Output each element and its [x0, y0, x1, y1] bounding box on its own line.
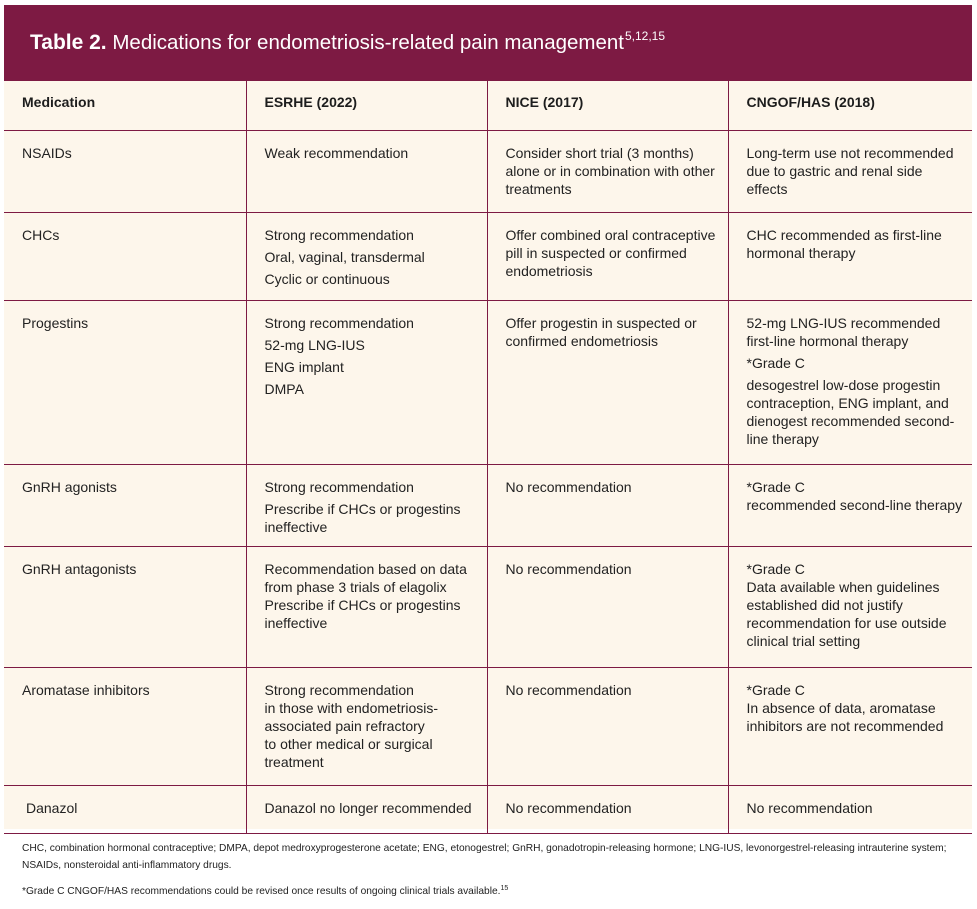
grade-footnote	[22, 880, 962, 900]
nice-line: No recommendation	[505, 560, 632, 577]
nice-line: No recommendation	[505, 478, 632, 495]
cngof-line: *Grade C	[746, 354, 805, 371]
header-row	[4, 81, 972, 130]
cngof-cell	[728, 300, 972, 464]
cngof-line: No recommendation	[746, 799, 873, 816]
cngof-cell	[728, 464, 972, 546]
table-number: Table 2.	[30, 31, 107, 55]
cngof-line: *Grade C Data available when guidelines established did not justify recommendation for use outside clinical trial setting	[746, 560, 947, 649]
abbreviations-footnote: CHC, combination hormonal contraceptive; DMPA, depot medroxyprogesterone acetate; ENG, etonogestrel; GnRH, gonadotropin-releasing hormone; LNG-IUS, levonorgestrel-releasing intrauterine system; NSAIDs, nonsteroidal anti-inflammatory drugs.	[22, 843, 947, 871]
cngof-cell	[728, 785, 972, 833]
header-medication: Medication	[4, 81, 246, 130]
nice-cell	[487, 130, 728, 212]
esrhe-line: Cyclic or continuous	[264, 270, 390, 287]
esrhe-line: DMPA	[264, 380, 304, 397]
cngof-cell	[728, 546, 972, 667]
esrhe-line: Recommendation based on data from phase 3 trials of elagolix Prescribe if CHCs or progestins ineffective	[264, 560, 467, 631]
esrhe-cell	[246, 546, 487, 667]
table-body	[4, 130, 972, 833]
medication-cell: Danazol	[4, 785, 246, 833]
title-references: 5,12,15	[624, 29, 666, 44]
table-row	[4, 130, 972, 212]
esrhe-cell	[246, 667, 487, 785]
esrhe-line: ENG implant	[264, 358, 344, 375]
esrhe-cell	[246, 130, 487, 212]
table-row	[4, 785, 972, 833]
nice-cell	[487, 464, 728, 546]
cngof-cell	[728, 667, 972, 785]
esrhe-cell	[246, 212, 487, 300]
esrhe-cell	[246, 300, 487, 464]
esrhe-line: Oral, vaginal, transdermal	[264, 248, 425, 265]
cngof-line: *Grade C In absence of data, aromatase inhibitors are not recommended	[746, 681, 944, 734]
esrhe-line: Danazol no longer recommended	[264, 799, 472, 816]
nice-line: Offer progestin in suspected or confirmed endometriosis	[505, 314, 697, 349]
cngof-line: *Grade C recommended second-line therapy	[746, 478, 963, 513]
cngof-line: desogestrel low-dose progestin contraception, ENG implant, and dienogest recommended second-line therapy	[746, 376, 955, 447]
esrhe-cell	[246, 785, 487, 833]
grade-footnote-reference: 15	[500, 885, 509, 892]
nice-cell	[487, 212, 728, 300]
cngof-cell	[728, 130, 972, 212]
nice-cell	[487, 546, 728, 667]
medication-cell: Progestins	[4, 300, 246, 464]
nice-line: No recommendation	[505, 799, 632, 816]
table-caption	[30, 30, 665, 54]
table-card	[4, 5, 972, 829]
esrhe-line: 52-mg LNG-IUS	[264, 336, 365, 353]
cngof-cell	[728, 212, 972, 300]
nice-line: Consider short trial (3 months) alone or in combination with other treatments	[505, 144, 715, 197]
table-row	[4, 212, 972, 300]
table-row	[4, 300, 972, 464]
medication-cell: NSAIDs	[4, 130, 246, 212]
medication-cell: CHCs	[4, 212, 246, 300]
esrhe-line: Strong recommendation	[264, 478, 414, 495]
esrhe-line: Strong recommendation in those with endometriosis-associated pain refractory to other medical or surgical treatment	[264, 681, 439, 770]
nice-line: No recommendation	[505, 681, 632, 698]
header-cngof: CNGOF/HAS (2018)	[728, 81, 972, 130]
cngof-line: Long-term use not recommended due to gastric and renal side effects	[746, 144, 954, 197]
table-row	[4, 464, 972, 546]
esrhe-line: Strong recommendation	[264, 314, 414, 331]
nice-cell	[487, 300, 728, 464]
table-row	[4, 667, 972, 785]
nice-cell	[487, 785, 728, 833]
medications-table	[4, 81, 972, 834]
esrhe-line: Prescribe if CHCs or progestins ineffective	[264, 500, 461, 535]
cngof-line: CHC recommended as first-line hormonal therapy	[746, 226, 942, 261]
nice-cell	[487, 667, 728, 785]
grade-footnote-text: *Grade C CNGOF/HAS recommendations could be revised once results of ongoing clinical trials available.	[22, 886, 501, 897]
medication-cell: GnRH agonists	[4, 464, 246, 546]
cngof-line: 52-mg LNG-IUS recommended first-line hormonal therapy	[746, 314, 941, 349]
esrhe-cell	[246, 464, 487, 546]
header-nice: NICE (2017)	[487, 81, 728, 130]
table-row	[4, 546, 972, 667]
medication-cell: GnRH antagonists	[4, 546, 246, 667]
table-title: Medications for endometriosis-related pain management	[112, 31, 624, 55]
footnotes	[22, 840, 962, 906]
esrhe-line: Weak recommendation	[264, 144, 409, 161]
esrhe-line: Strong recommendation	[264, 226, 414, 243]
nice-line: Offer combined oral contraceptive pill in suspected or confirmed endometriosis	[505, 226, 716, 279]
table-title-banner	[4, 5, 972, 81]
medication-cell: Aromatase inhibitors	[4, 667, 246, 785]
header-esrhe: ESRHE (2022)	[246, 81, 487, 130]
